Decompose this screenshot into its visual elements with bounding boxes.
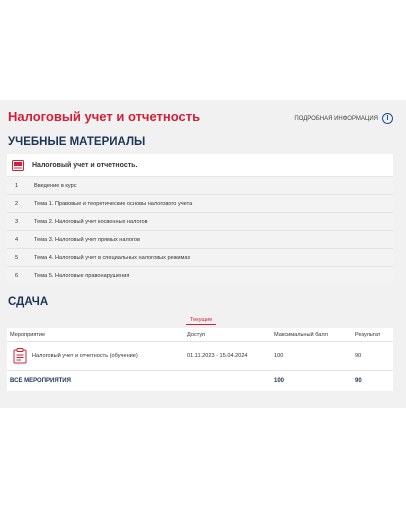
lesson-list — [7, 177, 393, 284]
lesson-number: 4 — [15, 236, 19, 243]
lesson-item[interactable] — [7, 267, 393, 284]
lesson-label: Тема 5. Налоговые правонарушения — [34, 272, 130, 279]
lesson-item[interactable] — [7, 177, 393, 195]
total-label: ВСЕ МЕРОПРИЯТИЯ — [10, 378, 71, 384]
materials-list — [7, 154, 393, 284]
materials-header-label: Налоговый учет и отчетность. — [32, 161, 138, 169]
exam-table-header — [7, 328, 393, 342]
lesson-label: Тема 4. Налоговый учет в специальных налоговых режимах — [34, 254, 191, 261]
total-result: 90 — [355, 378, 362, 384]
column-result: Результат — [355, 331, 381, 338]
lesson-item[interactable] — [7, 231, 393, 249]
lesson-item[interactable] — [7, 195, 393, 213]
column-max-score: Максимальный балл — [274, 331, 328, 338]
more-info-label: ПОДРОБНАЯ ИНФОРМАЦИЯ — [294, 115, 378, 122]
lesson-label: Тема 1. Правовые и теоретические основы налогового учета — [34, 200, 193, 207]
exam-tabs — [186, 315, 216, 325]
lesson-number: 3 — [15, 218, 19, 225]
lesson-label: Тема 3. Налоговый учет прямых налогов — [34, 236, 140, 243]
lesson-number: 2 — [15, 200, 19, 207]
exam-table — [7, 328, 393, 391]
exam-section-title: СДАЧА — [8, 296, 49, 308]
exam-event-link[interactable]: Налоговый учет и отчетность (обучение) — [32, 353, 138, 359]
page-title: Налоговый учет и отчетность — [8, 109, 201, 124]
total-max-score: 100 — [274, 378, 285, 384]
test-icon — [13, 348, 27, 364]
lesson-label: Тема 2. Налоговый учет косвенных налогов — [34, 218, 148, 225]
lesson-number: 1 — [15, 182, 19, 189]
info-icon[interactable]: I — [382, 113, 393, 124]
tab-current[interactable]: Текущие — [186, 315, 216, 325]
column-access: Доступ — [187, 331, 206, 338]
materials-header[interactable] — [7, 154, 393, 177]
result-cell: 90 — [355, 353, 362, 359]
materials-section-title: УЧЕБНЫЕ МАТЕРИАЛЫ — [8, 136, 146, 148]
event-cell — [7, 348, 187, 364]
more-info-link[interactable] — [294, 113, 393, 124]
lesson-label: Введение в курс — [34, 182, 77, 189]
table-row — [7, 342, 393, 371]
lesson-number: 5 — [15, 254, 19, 261]
lesson-number: 6 — [15, 272, 19, 279]
lesson-item[interactable] — [7, 249, 393, 267]
lesson-item[interactable] — [7, 213, 393, 231]
column-event: Мероприятие — [10, 331, 46, 338]
max-score-cell: 100 — [274, 353, 284, 359]
book-icon — [12, 160, 24, 171]
access-cell: 01.11.2023 - 15.04.2024 — [187, 353, 248, 359]
exam-total-row — [7, 371, 393, 391]
